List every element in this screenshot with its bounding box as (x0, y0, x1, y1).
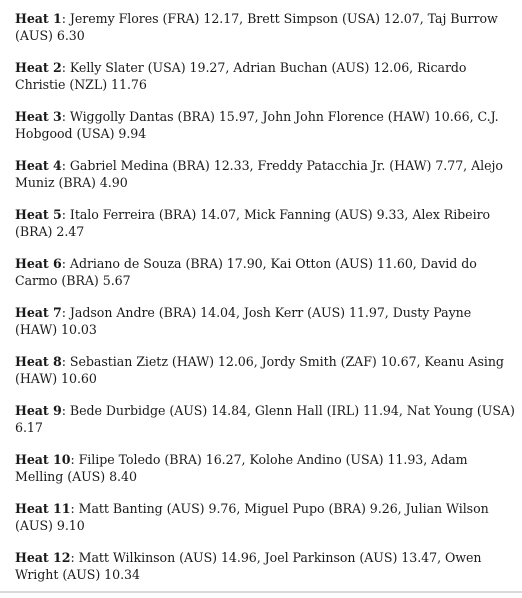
heat-label: Heat 2 (15, 60, 62, 75)
heat-label: Heat 8 (15, 354, 62, 369)
heat-result: Heat 2: Kelly Slater (USA) 19.27, Adrian Buchan (AUS) 12.06, Ricardo Christie (NZL) 11.76 (15, 60, 467, 92)
heat-label: Heat 9 (15, 403, 62, 418)
heat-result: Heat 6: Adriano de Souza (BRA) 17.90, Kai Otton (AUS) 11.60, David do Carmo (BRA) 5.67 (15, 256, 477, 288)
heat-result-text: Sebastian Zietz (HAW) 12.06, Jordy Smith (ZAF) 10.67, Keanu Asing (HAW) 10.60 (15, 354, 504, 386)
heat-results-list (15, 10, 515, 598)
heat-result-text: Jeremy Flores (FRA) 12.17, Brett Simpson (USA) 12.07, Taj Burrow (AUS) 6.30 (15, 11, 498, 43)
heat-result-text: Filipe Toledo (BRA) 16.27, Kolohe Andino (USA) 11.93, Adam Melling (AUS) 8.40 (15, 452, 468, 484)
heat-result: Heat 3: Wiggolly Dantas (BRA) 15.97, John John Florence (HAW) 10.66, C.J. Hobgood (USA) 9.94 (15, 109, 499, 141)
heat-result-text: Italo Ferreira (BRA) 14.07, Mick Fanning (AUS) 9.33, Alex Ribeiro (BRA) 2.47 (15, 207, 491, 239)
heat-label: Heat 4 (15, 158, 62, 173)
heat-result: Heat 12: Matt Wilkinson (AUS) 14.96, Joel Parkinson (AUS) 13.47, Owen Wright (AUS) 10.34 (15, 550, 482, 582)
heat-result-text: Matt Banting (AUS) 9.76, Miguel Pupo (BRA) 9.26, Julian Wilson (AUS) 9.10 (15, 501, 489, 533)
heat-label: Heat 10 (15, 452, 71, 467)
heat-result-text: Kelly Slater (USA) 19.27, Adrian Buchan (AUS) 12.06, Ricardo Christie (NZL) 11.76 (15, 60, 467, 92)
heat-result: Heat 9: Bede Durbidge (AUS) 14.84, Glenn Hall (IRL) 11.94, Nat Young (USA) 6.17 (15, 403, 515, 435)
heat-label: Heat 11 (15, 501, 71, 516)
heat-result: Heat 4: Gabriel Medina (BRA) 12.33, Freddy Patacchia Jr. (HAW) 7.77, Alejo Muniz (BRA) 4.90 (15, 158, 503, 190)
heat-label: Heat 6 (15, 256, 62, 271)
heat-result-text: Bede Durbidge (AUS) 14.84, Glenn Hall (IRL) 11.94, Nat Young (USA) 6.17 (15, 403, 515, 435)
heat-result-text: Gabriel Medina (BRA) 12.33, Freddy Patacchia Jr. (HAW) 7.77, Alejo Muniz (BRA) 4.90 (15, 158, 503, 190)
heat-result: Heat 11: Matt Banting (AUS) 9.76, Miguel Pupo (BRA) 9.26, Julian Wilson (AUS) 9.10 (15, 501, 489, 533)
heat-result-text: Wiggolly Dantas (BRA) 15.97, John John Florence (HAW) 10.66, C.J. Hobgood (USA) 9.94 (15, 109, 499, 141)
heat-label: Heat 12 (15, 550, 71, 565)
heat-result-text: Matt Wilkinson (AUS) 14.96, Joel Parkinson (AUS) 13.47, Owen Wright (AUS) 10.34 (15, 550, 482, 582)
heat-result: Heat 7: Jadson Andre (BRA) 14.04, Josh Kerr (AUS) 11.97, Dusty Payne (HAW) 10.03 (15, 305, 472, 337)
heat-label: Heat 7 (15, 305, 62, 320)
heat-result: Heat 1: Jeremy Flores (FRA) 12.17, Brett Simpson (USA) 12.07, Taj Burrow (AUS) 6.30 (15, 11, 498, 43)
heat-result: Heat 5: Italo Ferreira (BRA) 14.07, Mick Fanning (AUS) 9.33, Alex Ribeiro (BRA) 2.47 (15, 207, 491, 239)
heat-label: Heat 3 (15, 109, 62, 124)
heat-result: Heat 10: Filipe Toledo (BRA) 16.27, Kolohe Andino (USA) 11.93, Adam Melling (AUS) 8.40 (15, 452, 468, 484)
heat-label: Heat 5 (15, 207, 62, 222)
heat-result-text: Jadson Andre (BRA) 14.04, Josh Kerr (AUS) 11.97, Dusty Payne (HAW) 10.03 (15, 305, 472, 337)
heat-result-text: Adriano de Souza (BRA) 17.90, Kai Otton (AUS) 11.60, David do Carmo (BRA) 5.67 (15, 256, 477, 288)
heat-result: Heat 8: Sebastian Zietz (HAW) 12.06, Jordy Smith (ZAF) 10.67, Keanu Asing (HAW) 10.60 (15, 354, 504, 386)
heat-label: Heat 1 (15, 11, 62, 26)
